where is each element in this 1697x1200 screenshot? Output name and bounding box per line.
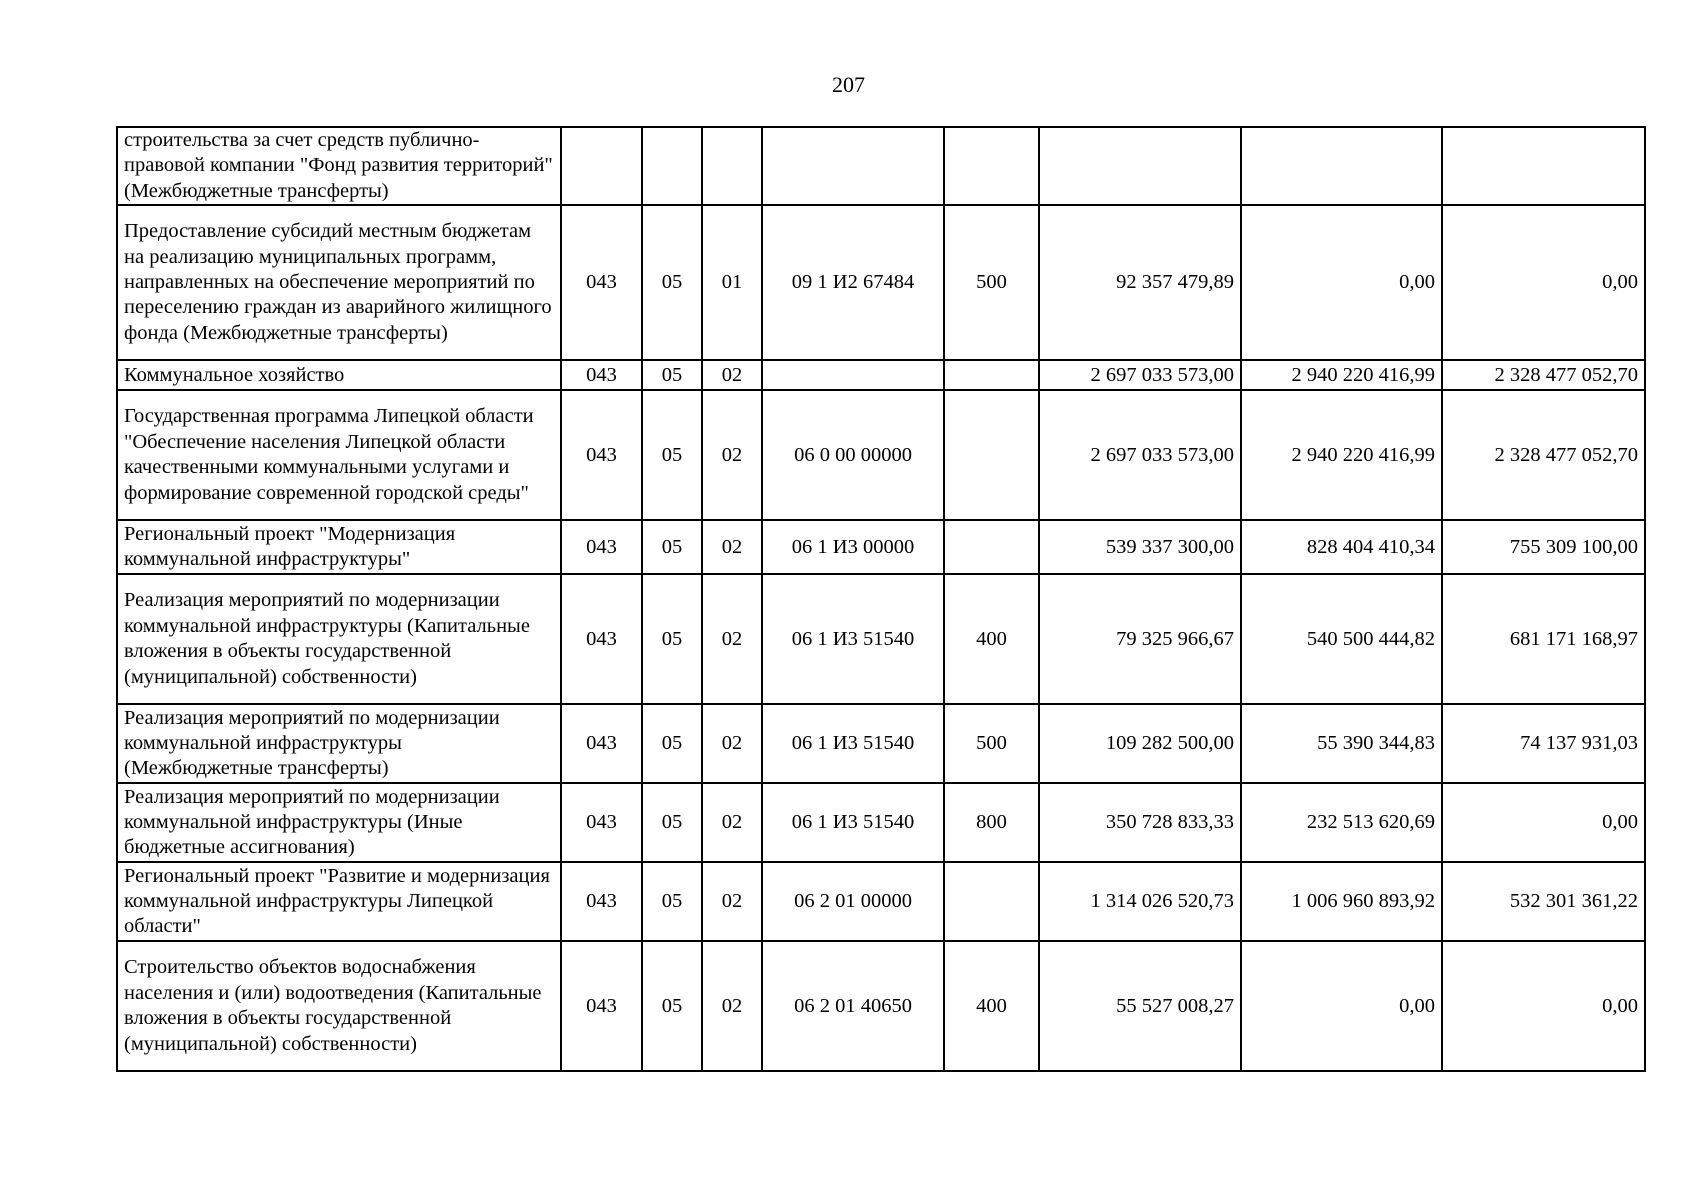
row-name: Строительство объектов водоснабжения населения и (или) водоотведения (Капитальные вложения в объекты государственной (муниципальной) собственности) (117, 941, 561, 1071)
section-code: 05 (642, 360, 702, 390)
expense-type-code: 800 (944, 783, 1039, 862)
amount-year-3: 0,00 (1442, 205, 1645, 360)
page-number: 207 (832, 72, 865, 97)
amount-year-3: 532 301 361,22 (1442, 862, 1645, 941)
subsection-code: 02 (702, 574, 762, 704)
section-code: 05 (642, 704, 702, 783)
section-code: 05 (642, 520, 702, 574)
expense-type-code: 400 (944, 941, 1039, 1071)
budget-table (116, 126, 1646, 1072)
expense-type-code (944, 862, 1039, 941)
amount-year-3: 2 328 477 052,70 (1442, 390, 1645, 520)
amount-year-2: 828 404 410,34 (1241, 520, 1442, 574)
target-article-code (762, 360, 944, 390)
expense-type-code: 500 (944, 205, 1039, 360)
target-article-code: 06 1 И3 51540 (762, 704, 944, 783)
ministry-code: 043 (561, 390, 642, 520)
subsection-code: 02 (702, 783, 762, 862)
amount-year-2: 0,00 (1241, 205, 1442, 360)
ministry-code: 043 (561, 520, 642, 574)
table-row (117, 360, 1645, 390)
amount-year-1: 539 337 300,00 (1039, 520, 1241, 574)
row-name: Реализация мероприятий по модернизации коммунальной инфраструктуры (Капитальные вложения в объекты государственной (муниципальной) собственности) (117, 574, 561, 704)
target-article-code: 06 1 И3 51540 (762, 783, 944, 862)
amount-year-3: 0,00 (1442, 783, 1645, 862)
section-code: 05 (642, 783, 702, 862)
section-code (642, 127, 702, 205)
amount-year-2: 2 940 220 416,99 (1241, 390, 1442, 520)
amount-year-1: 79 325 966,67 (1039, 574, 1241, 704)
table-row (117, 862, 1645, 941)
section-code: 05 (642, 862, 702, 941)
section-code: 05 (642, 574, 702, 704)
amount-year-2: 55 390 344,83 (1241, 704, 1442, 783)
section-code: 05 (642, 390, 702, 520)
target-article-code: 06 1 И3 00000 (762, 520, 944, 574)
ministry-code: 043 (561, 574, 642, 704)
amount-year-2: 2 940 220 416,99 (1241, 360, 1442, 390)
expense-type-code (944, 360, 1039, 390)
row-name: Региональный проект "Модернизация коммунальной инфраструктуры" (117, 520, 561, 574)
subsection-code: 02 (702, 520, 762, 574)
section-code: 05 (642, 941, 702, 1071)
amount-year-3: 681 171 168,97 (1442, 574, 1645, 704)
expense-type-code (944, 520, 1039, 574)
amount-year-2 (1241, 127, 1442, 205)
amount-year-1 (1039, 127, 1241, 205)
target-article-code: 06 0 00 00000 (762, 390, 944, 520)
row-name: Реализация мероприятий по модернизации коммунальной инфраструктуры (Межбюджетные трансферты) (117, 704, 561, 783)
amount-year-2: 540 500 444,82 (1241, 574, 1442, 704)
target-article-code: 09 1 И2 67484 (762, 205, 944, 360)
target-article-code (762, 127, 944, 205)
ministry-code: 043 (561, 941, 642, 1071)
expense-type-code: 500 (944, 704, 1039, 783)
amount-year-2: 0,00 (1241, 941, 1442, 1071)
amount-year-2: 1 006 960 893,92 (1241, 862, 1442, 941)
section-code: 05 (642, 205, 702, 360)
row-name: Коммунальное хозяйство (117, 360, 561, 390)
amount-year-3: 74 137 931,03 (1442, 704, 1645, 783)
expense-type-code (944, 390, 1039, 520)
row-name: Предоставление субсидий местным бюджетам на реализацию муниципальных программ, направленных на обеспечение мероприятий по переселению граждан из аварийного жилищного фонда (Межбюджетные трансферты) (117, 205, 561, 360)
amount-year-3: 0,00 (1442, 941, 1645, 1071)
table-row (117, 704, 1645, 783)
ministry-code (561, 127, 642, 205)
amount-year-1: 350 728 833,33 (1039, 783, 1241, 862)
ministry-code: 043 (561, 704, 642, 783)
ministry-code: 043 (561, 205, 642, 360)
amount-year-3: 755 309 100,00 (1442, 520, 1645, 574)
target-article-code: 06 1 И3 51540 (762, 574, 944, 704)
amount-year-3: 2 328 477 052,70 (1442, 360, 1645, 390)
row-name: Региональный проект "Развитие и модернизация коммунальной инфраструктуры Липецкой области" (117, 862, 561, 941)
subsection-code: 02 (702, 862, 762, 941)
table-row (117, 390, 1645, 520)
target-article-code: 06 2 01 40650 (762, 941, 944, 1071)
expense-type-code: 400 (944, 574, 1039, 704)
amount-year-1: 55 527 008,27 (1039, 941, 1241, 1071)
subsection-code (702, 127, 762, 205)
amount-year-2: 232 513 620,69 (1241, 783, 1442, 862)
amount-year-1: 109 282 500,00 (1039, 704, 1241, 783)
ministry-code: 043 (561, 862, 642, 941)
table-row (117, 783, 1645, 862)
amount-year-1: 1 314 026 520,73 (1039, 862, 1241, 941)
table-row (117, 574, 1645, 704)
ministry-code: 043 (561, 360, 642, 390)
subsection-code: 02 (702, 390, 762, 520)
table-row (117, 127, 1645, 205)
subsection-code: 01 (702, 205, 762, 360)
amount-year-3 (1442, 127, 1645, 205)
subsection-code: 02 (702, 941, 762, 1071)
table-row (117, 205, 1645, 360)
ministry-code: 043 (561, 783, 642, 862)
table-row (117, 941, 1645, 1071)
row-name: строительства за счет средств публично-правовой компании "Фонд развития территорий" (Межбюджетные трансферты) (117, 127, 561, 205)
target-article-code: 06 2 01 00000 (762, 862, 944, 941)
amount-year-1: 2 697 033 573,00 (1039, 360, 1241, 390)
row-name: Государственная программа Липецкой области "Обеспечение населения Липецкой области качественными коммунальными услугами и формирование современной городской среды" (117, 390, 561, 520)
subsection-code: 02 (702, 360, 762, 390)
subsection-code: 02 (702, 704, 762, 783)
row-name: Реализация мероприятий по модернизации коммунальной инфраструктуры (Иные бюджетные ассигнования) (117, 783, 561, 862)
amount-year-1: 92 357 479,89 (1039, 205, 1241, 360)
table-row (117, 520, 1645, 574)
amount-year-1: 2 697 033 573,00 (1039, 390, 1241, 520)
expense-type-code (944, 127, 1039, 205)
